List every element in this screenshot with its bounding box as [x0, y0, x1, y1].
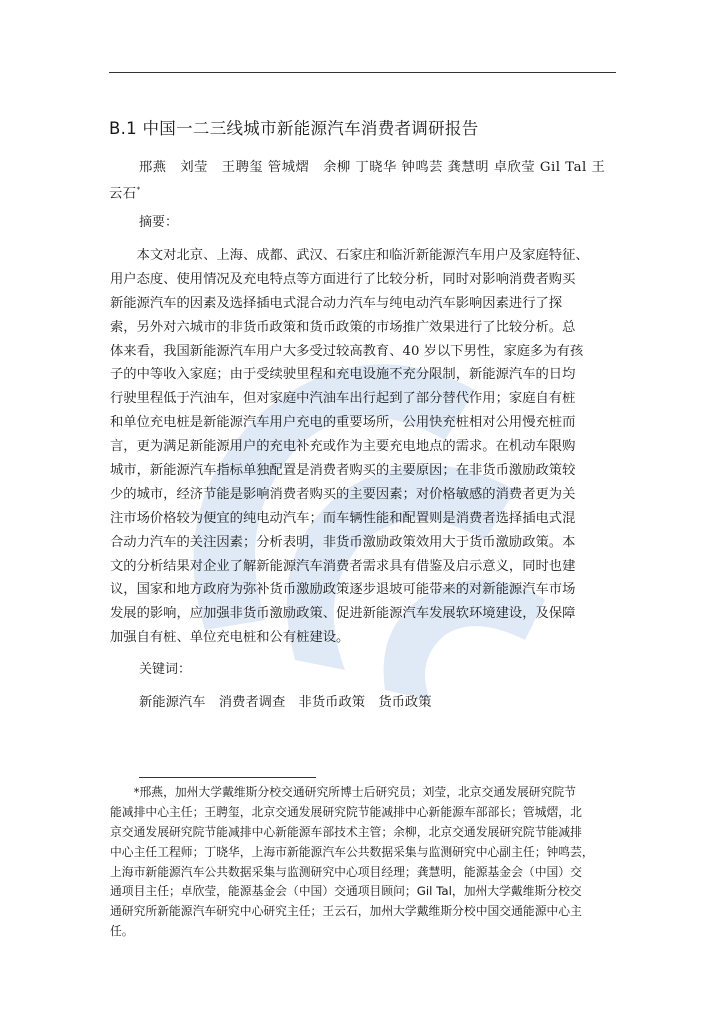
report-title: B.1 中国一二三线城市新能源汽车消费者调研报告: [109, 119, 479, 138]
abstract-line: 体来看，我国新能源汽车用户大多受过较高教育、40 岁以下男性，家庭多为有孩: [110, 343, 584, 359]
header-rule: [109, 72, 616, 73]
footnote-line: 中心主任工程师；丁晓华，上海市新能源汽车公共数据采集与监测研究中心副主任；钟鸣芸，: [110, 844, 594, 859]
author-footnote: [110, 783, 616, 942]
footnote-line: 京交通发展研究院节能减排中心新能源车部技术主管；余柳，北京交通发展研究院节能减排: [110, 824, 582, 839]
abstract-label: 摘要：: [139, 215, 179, 230]
footnote-line: 通项目主任；卓欣莹，能源基金会（中国）交通项目顾问；Gil Tal，加州大学戴维斯分校交: [110, 884, 582, 899]
abstract-line: 本文对北京、上海、成都、武汉、石家庄和临沂新能源汽车用户及家庭特征、: [110, 248, 589, 263]
author-names: 邢燕 刘莹 王聘玺 管城熠 余柳 丁晓华 钟鸣芸 龚慧明 卓欣莹 Gil Tal 王云石: [109, 160, 606, 202]
footnote-line: 任。: [110, 924, 134, 939]
abstract-line: 发展的影响，应加强非货币激励政策、促进新能源汽车发展软环境建设，及保障: [110, 606, 576, 622]
footnote-line: 通研究所新能源汽车研究中心研究主任；王云石，加州大学戴维斯分校中国交通能源中心主: [110, 904, 582, 919]
abstract-line: 议，国家和地方政府为弥补货币激励政策逐步退坡可能带来的对新能源汽车市场: [110, 582, 576, 598]
abstract-line: 用户态度、使用情况及充电特点等方面进行了比较分析，同时对影响消费者购买: [110, 271, 576, 287]
keywords-list: 新能源汽车 消费者调查 非货币政策 货币政策: [139, 695, 432, 710]
abstract-line: 索，另外对六城市的非货币政策和货币政策的市场推广效果进行了比较分析。总: [110, 319, 576, 335]
abstract-line: 行驶里程低于汽油车，但对家庭中汽油车出行起到了部分替代作用；家庭自有桩: [110, 391, 576, 407]
footnote-line: 上海市新能源汽车公共数据采集与监测研究中心项目经理；龚慧明，能源基金会（中国）交: [110, 864, 582, 879]
footnote-line: 能减排中心主任；王聘玺，北京交通发展研究院节能减排中心新能源车部部长；管城熠，北: [110, 804, 582, 819]
author-list: [109, 156, 619, 205]
keywords-label: 关键词：: [139, 662, 192, 677]
abstract-line: 文的分析结果对企业了解新能源汽车消费者需求具有借鉴及启示意义，同时也建: [110, 558, 576, 574]
footnote-line: *邢燕，加州大学戴维斯分校交通研究所博士后研究员；刘莹，北京交通发展研究院节: [110, 785, 576, 799]
abstract-line: 注市场价格较为便宜的纯电动汽车；而车辆性能和配置则是消费者选择插电式混: [110, 510, 576, 526]
abstract-line: 和单位充电桩是新能源汽车用户充电的重要场所，公用快充桩相对公用慢充桩而: [110, 415, 576, 431]
abstract-line: 言，更为满足新能源用户的充电补充或作为主要充电地点的需求。在机动车限购: [110, 439, 576, 455]
footnote-rule: [139, 777, 316, 778]
abstract-body: [110, 244, 616, 650]
abstract-line: 新能源汽车的因素及选择插电式混合动力汽车与纯电动汽车影响因素进行了探: [110, 295, 563, 311]
abstract-line: 子的中等收入家庭；由于受续驶里程和充电设施不充分限制，新能源汽车的日均: [110, 367, 576, 383]
abstract-line: 合动力汽车的关注因素；分析表明，非货币激励政策效用大于货币激励政策。本: [110, 534, 576, 550]
abstract-line: 城市，新能源汽车指标单独配置是消费者购买的主要原因；在非货币激励政策较: [110, 463, 576, 479]
author-footnote-mark: *: [136, 186, 141, 194]
abstract-line: 少的城市，经济节能是影响消费者购买的主要因素；对价格敏感的消费者更为关: [110, 486, 576, 502]
abstract-line: 加强自有桩、单位充电桩和公有桩建设。: [110, 630, 350, 646]
